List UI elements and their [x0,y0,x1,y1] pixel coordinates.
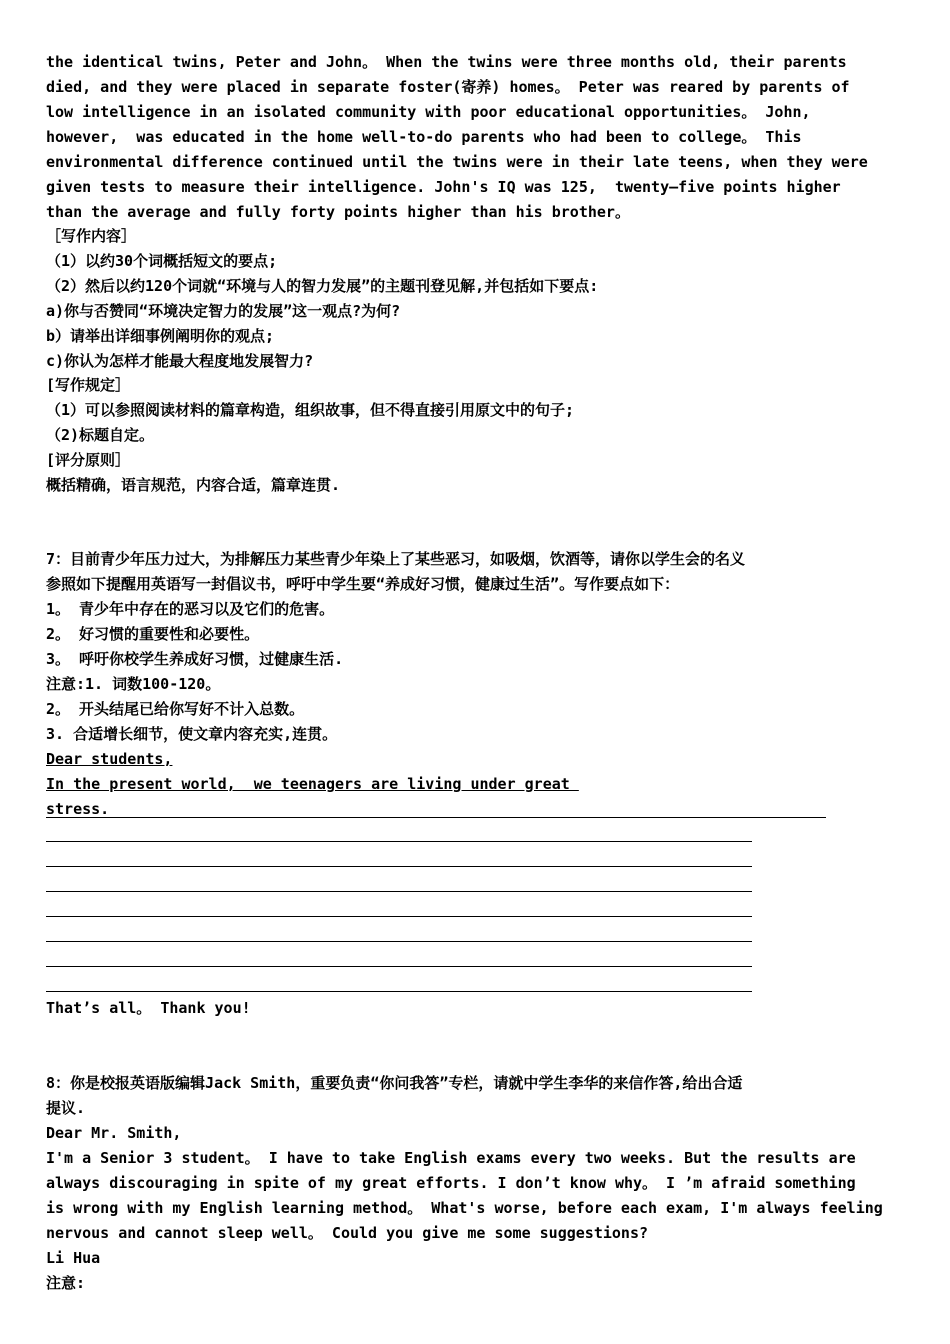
task-7-point: 3。 呼吁你校学生养成好习惯，过健康生活. [46,650,344,668]
answer-line [46,891,752,892]
letter-signature: Li Hua [46,1249,101,1267]
instruction-line: a)你与否赞同“环境决定智力的发展”这一观点?为何? [46,302,401,320]
letter-greeting: Dear students, [46,750,173,768]
passage-line: than the average and fully forty points higher than his brother。 [46,203,630,221]
answer-line [46,916,752,917]
passage-line: however, was educated in the home well-to-do parents who had been to college。 This [46,128,802,146]
section-heading-scoring-rules: [评分原则］ [46,451,131,469]
task-7-note: 3. 合适增长细节，使文章内容充实,连贯。 [46,725,338,743]
passage-line: environmental difference continued until the twins were in their late teens, when they were [46,153,868,171]
letter-body-line: always discouraging in spite of my great efforts. I don’t know why。 I ’m afraid something [46,1174,856,1192]
task-8-note: 注意: [46,1274,86,1292]
answer-line [46,941,752,942]
instruction-line: （1）以约30个词概括短文的要点; [46,252,278,270]
instruction-line: （1）可以参照阅读材料的篇章构造，组织故事，但不得直接引用原文中的句子; [46,401,575,419]
instruction-line: 概括精确，语言规范，内容合适，篇章连贯. [46,476,341,494]
task-7-note: 2。 开头结尾已给你写好不计入总数。 [46,700,305,718]
answer-line [46,817,826,818]
section-heading-writing-rules: [写作规定］ [46,376,131,394]
letter-body-line: is wrong with my English learning method。 What's worse, before each exam, I'm always feeling [46,1199,883,1217]
task-7-note: 注意:1. 词数100-120。 [46,675,221,693]
answer-line [46,991,752,992]
answer-line [46,966,752,967]
passage-line: given tests to measure their intelligence. John's IQ was 125, twenty—five points higher [46,178,841,196]
answer-line [46,866,752,867]
letter-closing: That’s all。 Thank you! [46,999,251,1017]
instruction-line: （2)标题自定。 [46,426,155,444]
letter-body-line: I'm a Senior 3 student。 I have to take English exams every two weeks. But the results are [46,1149,856,1167]
letter-opening-line: In the present world, we teenagers are living under great [46,775,579,793]
passage-line: the identical twins, Peter and John。 When the twins were three months old, their parents [46,53,847,71]
task-7-point: 1。 青少年中存在的恶习以及它们的危害。 [46,600,335,618]
letter-salutation: Dear Mr. Smith, [46,1124,182,1142]
task-7-prompt: 7：目前青少年压力过大，为排解压力某些青少年染上了某些恶习，如吸烟，饮酒等，请你以学生会的名义 [46,550,746,568]
answer-line [46,841,752,842]
task-7-prompt: 参照如下提醒用英语写一封倡议书，呼吁中学生要“养成好习惯，健康过生活”。写作要点如下： [46,575,680,593]
task-8-prompt: 提议. [46,1099,86,1117]
passage-line: low intelligence in an isolated community with poor educational opportunities。 John, [46,103,811,121]
instruction-line: b）请举出详细事例阐明你的观点; [46,327,275,345]
passage-line: died, and they were placed in separate foster(寄养) homes。 Peter was reared by parents of [46,78,850,96]
letter-opening-line: stress. [46,800,110,818]
instruction-line: c)你认为怎样才能最大程度地发展智力? [46,352,314,370]
section-heading-writing-content: ［写作内容］ [46,227,137,245]
task-8-prompt: 8：你是校报英语版编辑Jack Smith，重要负责“你问我答”专栏，请就中学生李华的来信作答,给出合适 [46,1074,743,1092]
instruction-line: （2）然后以约120个词就“环境与人的智力发展”的主题刊登见解,并包括如下要点: [46,277,599,295]
letter-body-line: nervous and cannot sleep well。 Could you give me some suggestions? [46,1224,648,1242]
task-7-point: 2。 好习惯的重要性和必要性。 [46,625,260,643]
